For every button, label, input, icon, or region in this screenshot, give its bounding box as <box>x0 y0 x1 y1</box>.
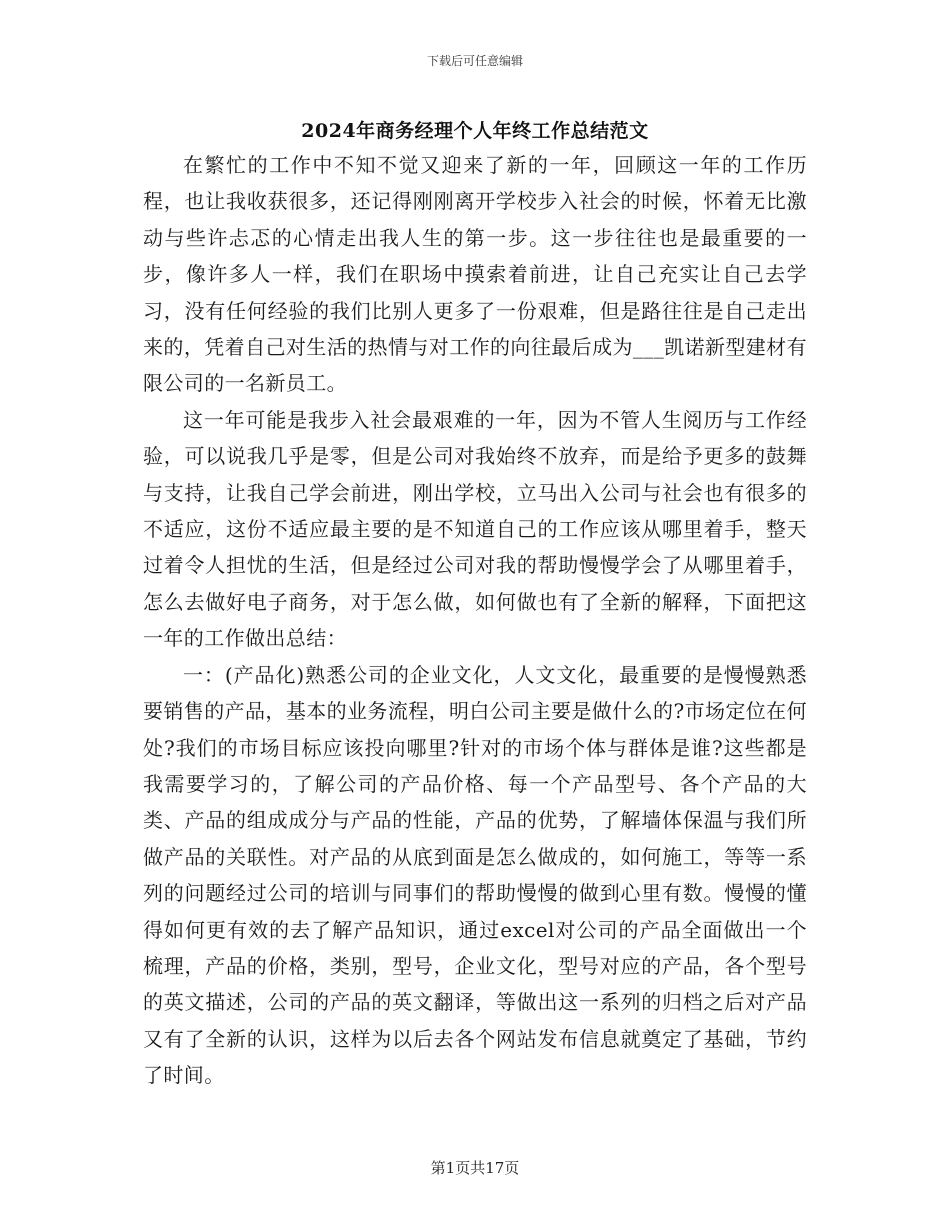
paragraph-year-review: 这一年可能是我步入社会最艰难的一年，因为不管人生阅历与工作经验，可以说我几乎是零，但是公司对我始终不放弃，而是给予更多的鼓舞与支持，让我自己学会前进，刚出学校，立马出入公司与社会也有很多的不适应，这份不适应最主要的是不知道自己的工作应该从哪里着手，整天过着令人担忧的生活，但是经过公司对我的帮助慢慢学会了从哪里着手，怎么去做好电子商务，对于怎么做，如何做也有了全新的解释，下面把这一年的工作做出总结： <box>143 407 807 651</box>
paragraph-product-section: 一：(产品化)熟悉公司的企业文化，人文文化，最重要的是慢慢熟悉要销售的产品，基本的业务流程，明白公司主要是做什么的?市场定位在何处?我们的市场目标应该投向哪里?针对的市场个体与群体是谁?这些都是我需要学习的，了解公司的产品价格、每一个产品型号、各个产品的大类、产品的组成成分与产品的性能，产品的优势，了解墙体保温与我们所做产品的关联性。对产品的从底到面是怎么做成的，如何施工，等等一系列的问题经过公司的培训与同事们的帮助慢慢的做到心里有数。慢慢的懂得如何更有效的去了解产品知识，通过excel对公司的产品全面做出一个梳理，产品的价格，类别，型号，企业文化，型号对应的产品，各个型号的英文描述，公司的产品的英文翻译，等做出这一系列的归档之后对产品又有了全新的认识，这样为以后去各个网站发布信息就奠定了基础，节约了时间。 <box>143 662 807 1088</box>
paragraph-intro: 在繁忙的工作中不知不觉又迎来了新的一年，回顾这一年的工作历程，也让我收获很多，还记得刚刚离开学校步入社会的时候，怀着无比激动与些许忐忑的心情走出我人生的第一步。这一步往往也是最重要的一步，像许多人一样，我们在职场中摸索着前进，让自己充实让自己去学习，没有任何经验的我们比别人更多了一份艰难，但是路往往是自己走出来的，凭着自己对生活的热情与对工作的向往最后成为___凯诺新型建材有限公司的一名新员工。 <box>143 153 807 396</box>
page-number-footer: 第1页共17页 <box>430 1159 520 1177</box>
document-title: 2024年商务经理个人年终工作总结范文 <box>301 120 649 142</box>
page-header-note: 下载后可任意编辑 <box>426 54 523 68</box>
document-body <box>143 147 807 1094</box>
